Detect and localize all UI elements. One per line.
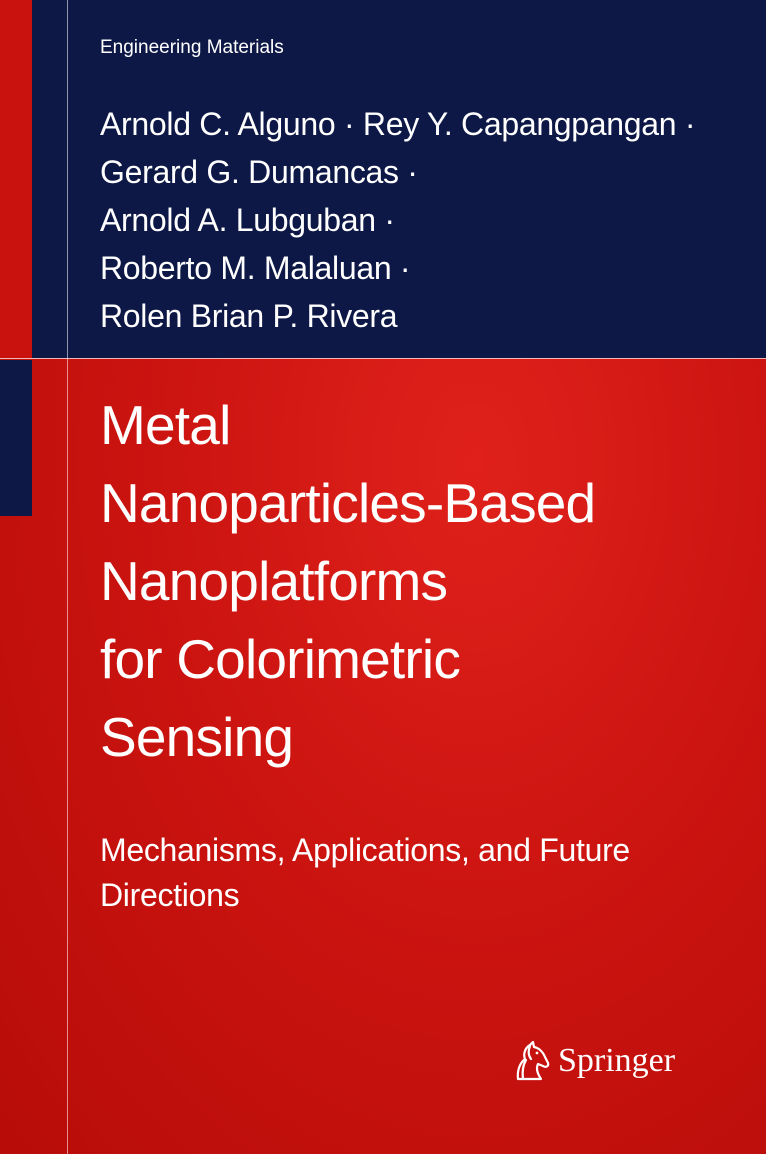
title-line: for Colorimetric <box>100 628 461 690</box>
book-subtitle <box>100 828 630 918</box>
title-line: Sensing <box>100 706 294 768</box>
author-line: Arnold C. Alguno · Rey Y. Capangpangan · <box>100 106 696 142</box>
subtitle-line: Mechanisms, Applications, and Future <box>100 832 630 868</box>
author-line: Roberto M. Malaluan · <box>100 250 411 286</box>
publisher-logo <box>508 1036 675 1086</box>
title-line: Nanoparticles-Based <box>100 472 596 534</box>
springer-horse-head-icon <box>508 1039 552 1083</box>
left-navy-tab <box>0 360 32 516</box>
title-line: Metal <box>100 394 231 456</box>
horizontal-rule <box>0 358 766 359</box>
author-list <box>100 100 695 340</box>
author-line: Rolen Brian P. Rivera <box>100 298 398 334</box>
left-red-strip <box>0 0 32 358</box>
publisher-name: Springer <box>558 1042 676 1079</box>
subtitle-line: Directions <box>100 877 240 913</box>
author-line: Arnold A. Lubguban · <box>100 202 395 238</box>
vertical-rule <box>67 0 68 1154</box>
series-title: Engineering Materials <box>100 37 284 58</box>
book-title <box>100 386 595 776</box>
author-line: Gerard G. Dumancas · <box>100 154 418 190</box>
title-line: Nanoplatforms <box>100 550 448 612</box>
